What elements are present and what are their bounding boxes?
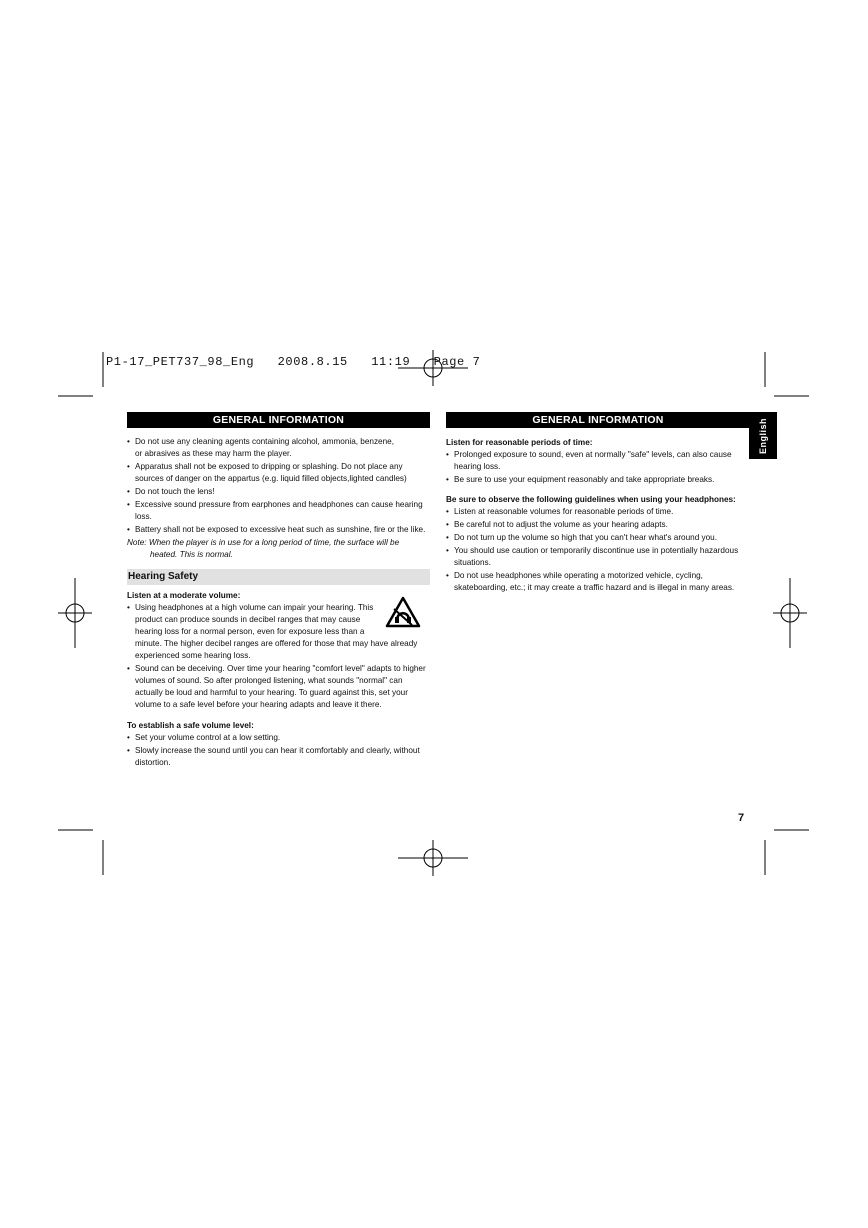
print-slug: P1-17_PET737_98_Eng 2008.8.15 11:19 Page 7 bbox=[106, 355, 481, 369]
periods-list bbox=[446, 449, 750, 486]
list-item: • Do not touch the lens! bbox=[127, 486, 430, 498]
guidelines-heading: Be sure to observe the following guidelines when using your headphones: bbox=[446, 495, 736, 504]
right-body bbox=[446, 437, 750, 594]
section-header: GENERAL INFORMATION bbox=[127, 412, 430, 428]
registration-mark-icon bbox=[773, 578, 807, 648]
safe-volume-list bbox=[127, 732, 430, 769]
note-continuation: heated. This is normal. bbox=[150, 550, 233, 559]
list-item: • Be careful not to adjust the volume as your hearing adapts. bbox=[446, 519, 750, 531]
left-column bbox=[127, 412, 430, 770]
list-item: • You should use caution or temporarily discontinue use in potentially hazardous situations. bbox=[446, 545, 750, 569]
registration-mark-icon bbox=[58, 578, 92, 648]
list-item: • Do not use any cleaning agents containing alcohol, ammonia, benzene, or abrasives as these may harm the player. bbox=[127, 436, 430, 460]
hearing-safety-body bbox=[127, 590, 430, 769]
list-item: • Listen at reasonable volumes for reasonable periods of time. bbox=[446, 506, 750, 518]
registration-mark-icon bbox=[398, 840, 468, 876]
list-item-continuation: minute. The higher decibel ranges are offered for those that may have already experienced some hearing loss. bbox=[135, 639, 418, 660]
note-text: Note: When the player is in use for a long period of time, the surface will be bbox=[127, 538, 400, 547]
note bbox=[127, 537, 430, 561]
wrapped-line: • Using headphones at a high volume can impair your hearing. This bbox=[135, 603, 374, 612]
list-item: • Do not turn up the volume so high that you can't hear what's around you. bbox=[446, 532, 750, 544]
no-headphones-warning-icon bbox=[385, 596, 421, 628]
language-tab bbox=[749, 412, 777, 459]
list-item: • Battery shall not be exposed to excessive heat such as sunshine, fire or the like. bbox=[127, 524, 430, 536]
general-info-body bbox=[127, 436, 430, 561]
guidelines-list bbox=[446, 506, 750, 594]
list-item: • Set your volume control at a low setting. bbox=[127, 732, 430, 744]
wrapped-line: hearing loss for a normal person, even for exposure less than a bbox=[135, 627, 365, 636]
hearing-safety-title: Hearing Safety bbox=[127, 569, 430, 585]
list-item: • Prolonged exposure to sound, even at normally "safe" levels, can also cause hearing loss. bbox=[446, 449, 750, 473]
list-item: • Sound can be deceiving. Over time your hearing "comfort level" adapts to higher volumes of sound. So after prolonged listening, what sounds "normal" can actually be loud and harmful to your hearing. To guard against this, set your volume to a safe level before your hearing adapts and leave it there. bbox=[127, 663, 430, 711]
page-number: 7 bbox=[738, 812, 745, 824]
list-item: • Excessive sound pressure from earphones and headphones can cause hearing loss. bbox=[127, 499, 430, 523]
moderate-volume-heading: Listen at a moderate volume: bbox=[127, 591, 241, 600]
list-item: • Slowly increase the sound until you can hear it comfortably and clearly, without distortion. bbox=[127, 745, 430, 769]
list-item: • Be sure to use your equipment reasonably and take appropriate breaks. bbox=[446, 474, 750, 486]
wrapped-line: product can produce sounds in decibel ranges that may cause bbox=[135, 615, 361, 624]
list-item: • Apparatus shall not be exposed to dripping or splashing. Do not place any sources of danger on the appartus (e.g. liquid filled objects,lighted candles) bbox=[127, 461, 430, 485]
list-item: • Do not use headphones while operating a motorized vehicle, cycling, skateboarding, etc.; it may create a traffic hazard and is illegal in many areas. bbox=[446, 570, 750, 594]
periods-heading: Listen for reasonable periods of time: bbox=[446, 438, 593, 447]
general-info-list bbox=[127, 436, 430, 536]
safe-volume-heading: To establish a safe volume level: bbox=[127, 721, 254, 730]
right-column bbox=[446, 412, 750, 595]
section-header: GENERAL INFORMATION bbox=[446, 412, 750, 428]
language-tab-label: English bbox=[758, 417, 768, 454]
